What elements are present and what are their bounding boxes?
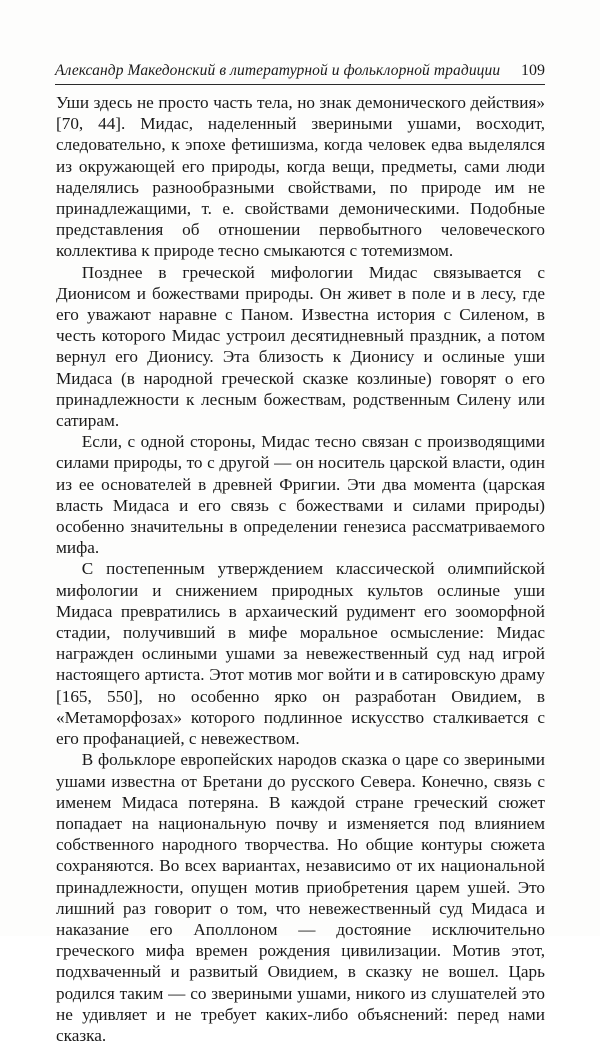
paragraph-3: Если, с одной стороны, Мидас тесно связан с производящими силами природы, то с другой — он носитель царской власти, один из ее основателей в древней Фригии. Эти два момента (царская власть Мидаса и его связь с божествами и силами природы) особенно значительны в определении генезиса рассматриваемого мифа. (56, 432, 545, 558)
paragraph-5: В фольклоре европейских народов сказка о царе со звериными ушами известна от Бретани до русского Севера. Конечно, связь с именем Мидаса потеряна. В каждой стране греческий сюжет попадает на национальную почву и изменяется под влиянием собственного народного творчества. Но общие контуры сюжета сохраняются. Во всех вариантах, независимо от их национальной принадлежности, опущен мотив приобретения царем ушей. Это лишний раз говорит о том, что невежественный суд Мидаса и наказание его Аполлоном — достояние исключительно греческого мифа времен рождения цивилизации. Мотив этот, подхваченный и развитый Овидием, в сказку не вошел. Царь родился таким — со звериными ушами, никого из слушателей это не удивляет и не требует каких-либо объяснений: перед нами сказка. (56, 750, 545, 1045)
paragraph-2: Позднее в греческой мифологии Мидас связывается с Дионисом и божествами природы. Он живет в поле и в лесу, где его уважают наравне с Паном. Известна история с Силеном, в честь которого Мидас устроил десятидневный праздник, а потом вернул его Дионису. Эта близость к Дионису и ослиные уши Мидаса (в народной греческой сказке козлиные) говорят о его принадлежности к лесным божествам, родственным Силену или сатирам. (56, 262, 545, 431)
header-rule (55, 84, 545, 85)
paragraph-4: С постепенным утверждением классической олимпийской мифологии и снижением природных культов ослиные уши Мидаса превратились в архаический рудимент его зооморфной стадии, получивший в мифе моральное осмысление: Мидас награжден ослиными ушами за невежественный суд над игрой настоящего артиста. Этот мотив мог войти и в сатировскую драму [165, 550], но особенно ярко он разработан Овидием, в «Метаморфозах» которого подлинное искусство сталкивается с его профанацией, с невежеством. (56, 559, 545, 749)
paragraph-1: Уши здесь не просто часть тела, но знак демонического действия» [70, 44]. Мидас, наделенный звериными ушами, восходит, следовательно, к эпохе фетишизма, когда человек едва выделялся из окружающей его природы, когда вещи, предметы, сами люди наделялись разнообразными свойствами, по природе им не принадлежащими, т. е. свойствами демоническими. Подобные представления об отношении первобытного человеческого коллектива к природе тесно смыкаются с тотемизмом. (56, 93, 545, 261)
running-title: Александр Македонский в литературной и фольклорной традиции (55, 62, 501, 79)
running-head (55, 56, 545, 80)
body-text (56, 92, 545, 1046)
page-number: 109 (521, 62, 545, 79)
